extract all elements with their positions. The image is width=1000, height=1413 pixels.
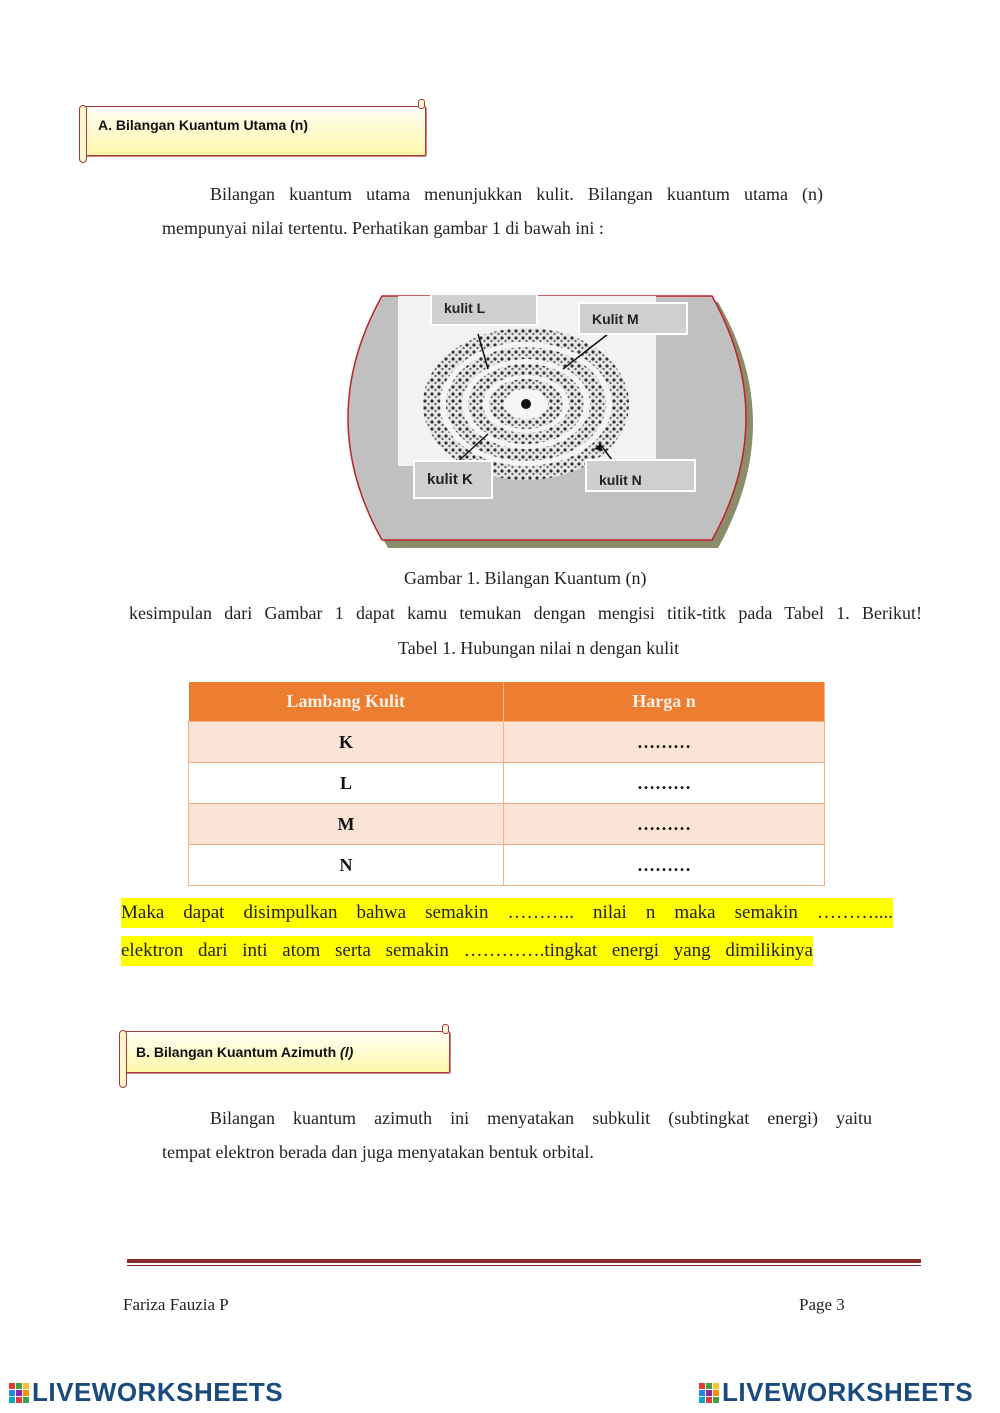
table-row [189,763,825,804]
table-row [189,722,825,763]
highlight-conclusion [121,898,893,966]
footer-page: Page 3 [799,1295,845,1314]
table-row [189,804,825,845]
footer-rule-thin [127,1265,921,1266]
cell-value-input[interactable]: ……… [504,804,825,845]
brand-right-text: LIVEWORKSHEETS [722,1377,974,1407]
cell-value-input[interactable]: ……… [504,845,825,886]
azimuth-line-1: Bilangan kuantum azimuth ini menyatakan subkulit (subtingkat energi) yaitu [210,1108,872,1128]
section-a-title: A. Bilangan Kuantum Utama (n) [98,117,309,133]
kulit-table [188,682,825,886]
highlight-line-2-wrap [121,936,813,966]
header-harga-n: Harga n [504,682,825,722]
brand-left-text: LIVEWORKSHEETS [32,1377,284,1407]
label-kulit-m: Kulit M [578,302,688,335]
highlight-line-2[interactable]: elektron dari inti atom serta semakin ………….tingkat energi yang dimilikinya [121,936,813,966]
cell-symbol: M [189,804,504,845]
table-caption: Tabel 1. Hubungan nilai n dengan kulit [398,638,680,658]
cell-value-input[interactable]: ……… [504,763,825,804]
table-row [189,845,825,886]
footer-rule [127,1259,921,1263]
brand-right [698,1377,973,1408]
label-kulit-l: kulit L [430,293,538,326]
intro-line-1: Bilangan kuantum utama menunjukkan kulit. Bilangan kuantum utama (n) [210,184,823,204]
azimuth-line-2: tempat elektron berada dan juga menyatakan bentuk orbital. [162,1142,594,1162]
table-header-row [189,682,825,722]
cell-symbol: L [189,763,504,804]
cell-value-input[interactable]: ……… [504,722,825,763]
label-kulit-k: kulit K [413,460,493,499]
section-b-title-prefix: B. Bilangan Kuantum Azimuth [136,1044,341,1060]
cell-symbol: K [189,722,504,763]
liveworksheets-logo-icon [8,1382,30,1404]
label-kulit-n: kulit N [585,459,696,492]
section-a-header [83,106,426,156]
brand-left [8,1377,283,1408]
figure-caption: Gambar 1. Bilangan Kuantum (n) [404,568,647,588]
section-b-header [123,1031,450,1073]
section-b-title [136,1044,353,1060]
liveworksheets-logo-icon [698,1382,720,1404]
atom-shells-illustration [318,294,788,550]
section-b-title-symbol: (l) [340,1044,354,1060]
conclusion-intro: kesimpulan dari Gambar 1 dapat kamu temukan dengan mengisi titik-titk pada Tabel 1. Berikut! [129,603,922,623]
highlight-line-1[interactable]: Maka dapat disimpulkan bahwa semakin ……….. nilai n maka semakin ……….... [121,898,893,928]
header-lambang-kulit: Lambang Kulit [189,682,504,722]
footer-author: Fariza Fauzia P [123,1295,229,1314]
cell-symbol: N [189,845,504,886]
intro-line-2: mempunyai nilai tertentu. Perhatikan gambar 1 di bawah ini : [162,218,604,238]
figure-atom-shells [318,294,788,550]
